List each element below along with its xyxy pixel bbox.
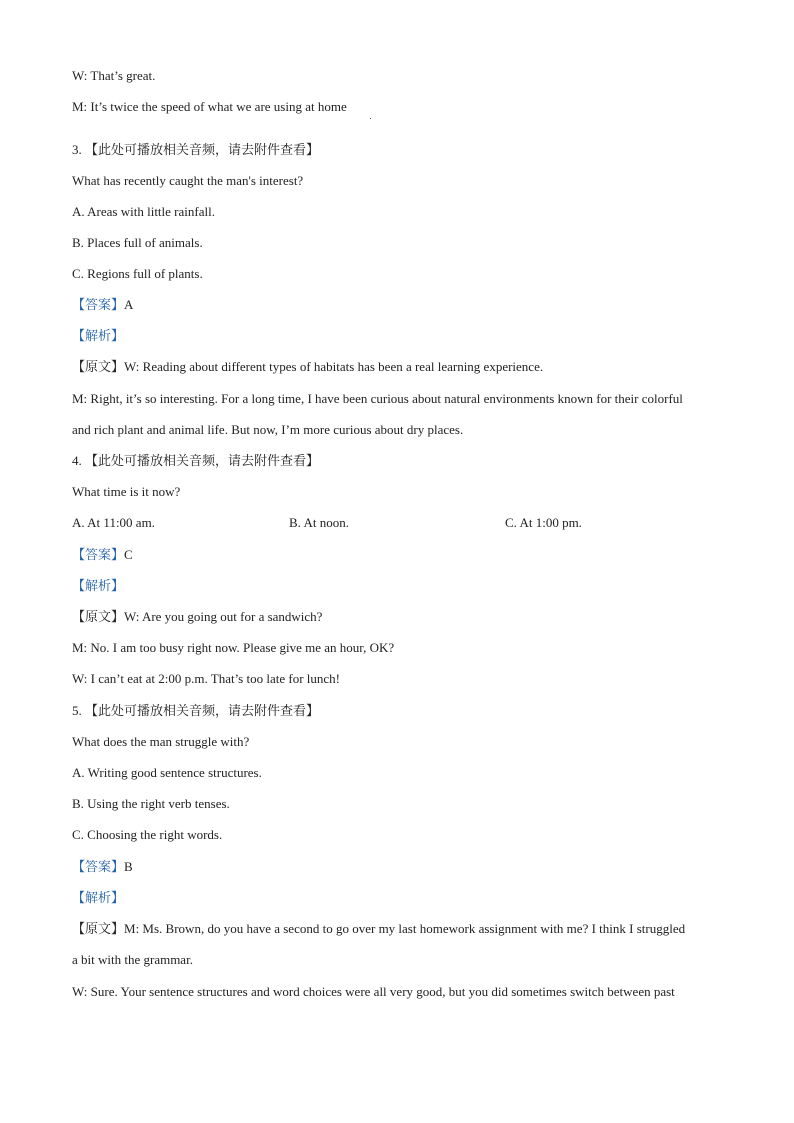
transcript-text: M: Ms. Brown, do you have a second to go over my last homework assignment with me? I think I struggled	[124, 921, 686, 936]
question-5-text: What does the man struggle with?	[72, 734, 250, 749]
q5-transcript-line: a bit with the grammar.	[72, 952, 193, 967]
q5-option-b: B. Using the right verb tenses.	[72, 796, 230, 811]
audio-note[interactable]: 【此处可播放相关音频，请去附件查看】	[85, 454, 320, 469]
audio-note[interactable]: 【此处可播放相关音频，请去附件查看】	[85, 143, 320, 158]
q3-answer	[72, 297, 133, 314]
q4-option-c: C. At 1:00 pm.	[505, 515, 582, 530]
q4-transcript-line	[72, 609, 322, 626]
answer-value: B	[124, 859, 133, 874]
question-4-text: What time is it now?	[72, 484, 181, 499]
answer-value: A	[124, 297, 134, 312]
q4-option-a: A. At 11:00 am.	[72, 515, 155, 530]
dialog-line: M: It’s twice the speed of what we are using at home	[72, 99, 347, 114]
original-label: 【原文】	[72, 610, 125, 625]
q4-transcript-line: W: I can’t eat at 2:00 p.m. That’s too late for lunch!	[72, 671, 340, 686]
q3-option-a: A. Areas with little rainfall.	[72, 204, 215, 219]
stray-mark	[370, 118, 371, 119]
q4-analysis	[72, 578, 124, 595]
question-4-header	[72, 453, 319, 470]
analysis-label: 【解析】	[72, 329, 125, 344]
answer-label: 【答案】	[72, 860, 125, 875]
original-label: 【原文】	[72, 360, 125, 375]
q5-transcript-line	[72, 921, 685, 938]
q3-transcript-line	[72, 359, 543, 376]
question-3-header	[72, 142, 319, 159]
q3-transcript-line: M: Right, it’s so interesting. For a long time, I have been curious about natural environments known for their colorful	[72, 391, 683, 406]
q5-option-c: C. Choosing the right words.	[72, 827, 223, 842]
analysis-label: 【解析】	[72, 891, 125, 906]
q3-option-c: C. Regions full of plants.	[72, 266, 203, 281]
q5-option-a: A. Writing good sentence structures.	[72, 765, 262, 780]
q5-analysis	[72, 890, 124, 907]
analysis-label: 【解析】	[72, 579, 125, 594]
q4-transcript-line: M: No. I am too busy right now. Please give me an hour, OK?	[72, 640, 395, 655]
q3-transcript-line: and rich plant and animal life. But now, I’m more curious about dry places.	[72, 422, 464, 437]
question-5-header	[72, 703, 319, 720]
answer-label: 【答案】	[72, 548, 125, 563]
q3-analysis	[72, 328, 124, 345]
question-3-text: What has recently caught the man's interest?	[72, 173, 304, 188]
dialog-line: W: That’s great.	[72, 68, 156, 83]
q4-answer	[72, 547, 133, 564]
original-label: 【原文】	[72, 922, 125, 937]
answer-value: C	[124, 547, 133, 562]
q5-answer	[72, 859, 133, 876]
q4-option-b: B. At noon.	[289, 515, 349, 530]
question-number: 5.	[72, 703, 82, 718]
question-number: 3.	[72, 142, 82, 157]
answer-label: 【答案】	[72, 298, 125, 313]
question-number: 4.	[72, 453, 82, 468]
transcript-text: W: Reading about different types of habitats has been a real learning experience.	[124, 359, 544, 374]
transcript-text: W: Are you going out for a sandwich?	[124, 609, 323, 624]
q3-option-b: B. Places full of animals.	[72, 235, 203, 250]
audio-note[interactable]: 【此处可播放相关音频，请去附件查看】	[85, 704, 320, 719]
q5-transcript-line: W: Sure. Your sentence structures and word choices were all very good, but you did sometimes switch between past	[72, 984, 675, 999]
